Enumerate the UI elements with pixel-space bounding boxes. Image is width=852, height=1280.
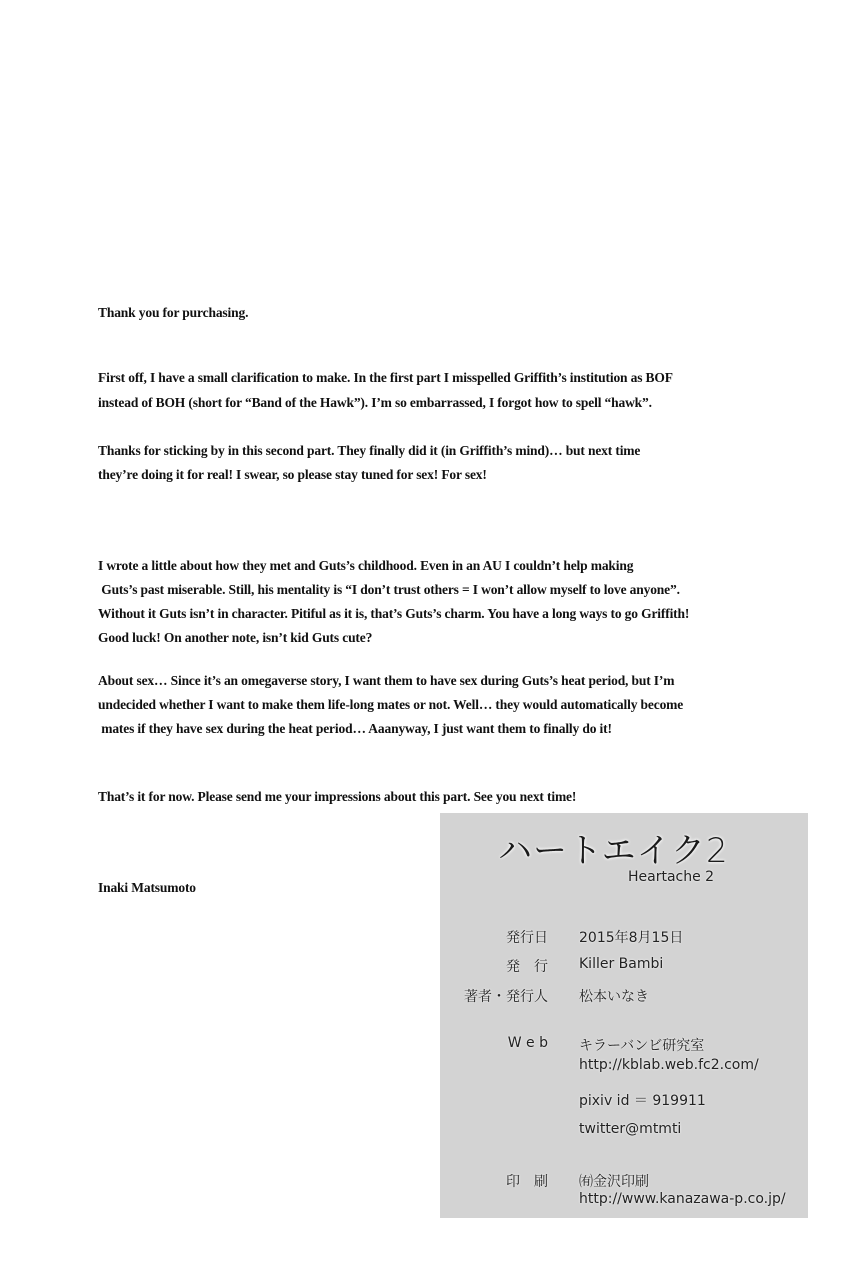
letter-line: Thank you for purchasing. — [98, 305, 249, 320]
date-label: 発行日 — [506, 930, 548, 946]
letter-line: Without it Guts isn’t in character. Pitiful as it is, that’s Guts’s charm. You have a long ways to go Griffith! — [98, 606, 690, 621]
twitter-handle: twitter@mtmti — [579, 1121, 682, 1137]
letter-line: That’s it for now. Please send me your impressions about this part. See you next time! — [98, 789, 577, 804]
colophon-subtitle: Heartache 2 — [628, 869, 715, 885]
letter-line: First off, I have a small clarification to make. In the first part I misspelled Griffith’s institution as BOF — [98, 370, 673, 385]
colophon-title: ハートエイク2 — [498, 831, 729, 871]
pixiv-id: pixiv id ＝ 919911 — [579, 1093, 706, 1109]
letter-line: instead of BOH (short for “Band of the Hawk”). I’m so embarrassed, I forgot how to spell “hawk”. — [98, 395, 652, 410]
letter-line: mates if they have sex during the heat period… Aaanyway, I just want them to finally do it! — [98, 721, 612, 736]
publisher-label: 発 行 — [506, 959, 548, 975]
letter-line: Thanks for sticking by in this second part. They finally did it (in Griffith’s mind)… but next time — [98, 443, 641, 458]
colophon — [440, 813, 808, 1218]
printer-name: ㈲金沢印刷 — [579, 1174, 649, 1190]
letter-line: About sex… Since it’s an omegaverse story, I want them to have sex during Guts’s heat period, but I’m — [98, 673, 675, 688]
author-label: 著者・発行人 — [464, 989, 548, 1005]
web-name: キラーバンビ研究室 — [579, 1038, 705, 1054]
author-value: 松本いなき — [579, 989, 649, 1005]
date-value: 2015年8月15日 — [579, 930, 684, 946]
letter-line: Good luck! On another note, isn’t kid Guts cute? — [98, 630, 373, 645]
publisher-value: Killer Bambi — [579, 956, 664, 972]
letter-line: undecided whether I want to make them life-long mates or not. Well… they would automatically become — [98, 697, 684, 712]
web-label: W e b — [507, 1035, 548, 1051]
letter-line: Guts’s past miserable. Still, his mentality is “I don’t trust others = I won’t allow myself to love anyone”. — [98, 582, 680, 597]
signature: Inaki Matsumoto — [98, 880, 196, 895]
letter-line: they’re doing it for real! I swear, so please stay tuned for sex! For sex! — [98, 467, 487, 482]
printer-url: http://www.kanazawa-p.co.jp/ — [579, 1191, 786, 1207]
printer-label: 印 刷 — [506, 1174, 548, 1190]
web-url: http://kblab.web.fc2.com/ — [579, 1057, 759, 1073]
letter-line: I wrote a little about how they met and Guts’s childhood. Even in an AU I couldn’t help making — [98, 558, 634, 573]
